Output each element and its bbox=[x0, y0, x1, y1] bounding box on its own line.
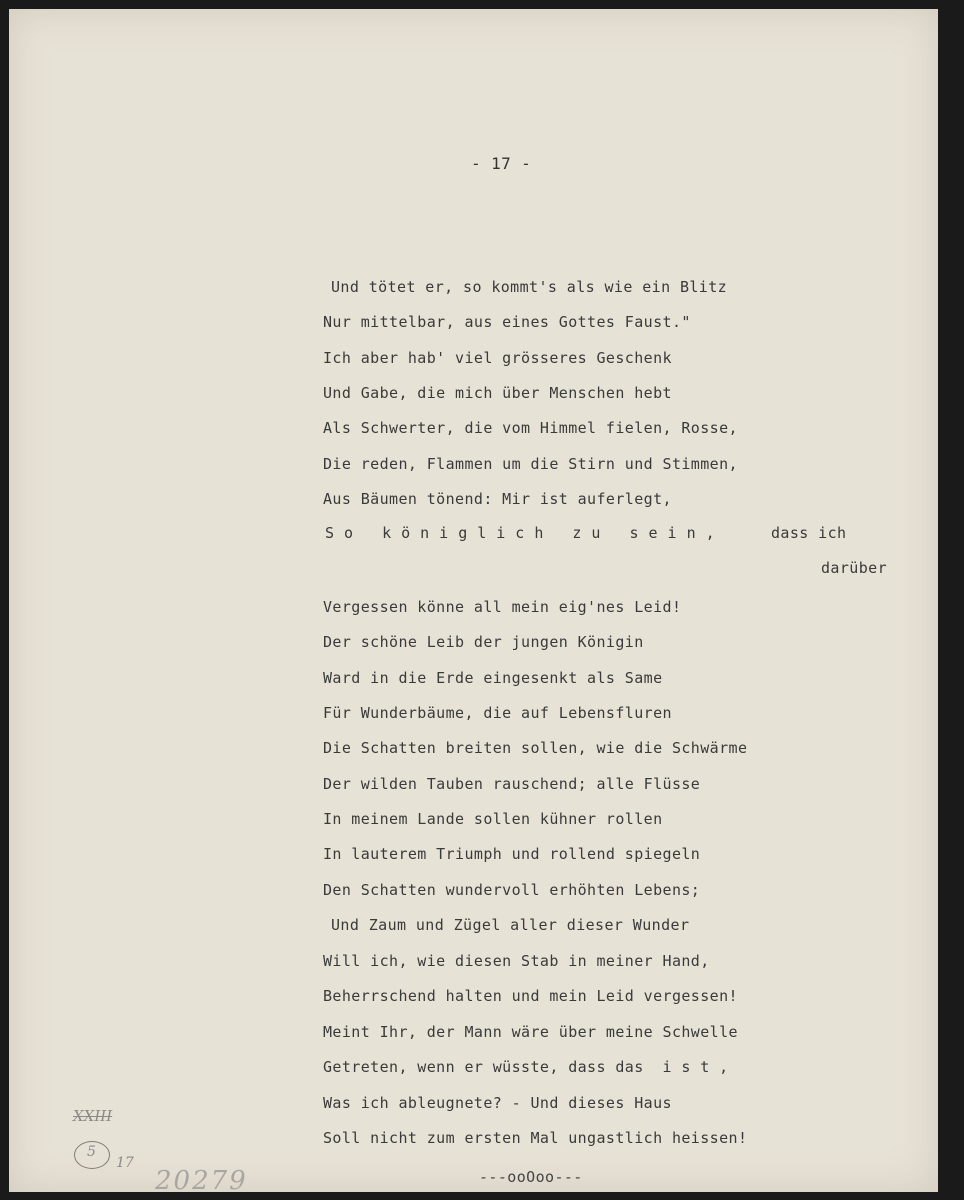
text-line: Der schöne Leib der jungen Königin bbox=[323, 633, 644, 651]
text-line: Will ich, wie diesen Stab in meiner Hand, bbox=[323, 952, 710, 970]
document-page bbox=[9, 9, 938, 1196]
archive-inventory-number: 20279 bbox=[155, 1166, 248, 1196]
archive-page-number: 17 bbox=[116, 1155, 134, 1171]
text-line: Getreten, wenn er wüsste, dass das i s t , bbox=[323, 1058, 729, 1076]
text-line: Die reden, Flammen um die Stirn und Stimmen, bbox=[323, 455, 738, 473]
text-line: Ich aber hab' viel grösseres Geschenk bbox=[323, 349, 672, 367]
text-line: Beherrschend halten und mein Leid vergessen! bbox=[323, 987, 738, 1005]
archive-roman-numeral: XXIII bbox=[73, 1107, 113, 1125]
text-line: Für Wunderbäume, die auf Lebensfluren bbox=[323, 704, 672, 722]
spaced-line-tail: dass ich bbox=[771, 524, 847, 542]
text-line: Soll nicht zum ersten Mal ungastlich heissen! bbox=[323, 1129, 748, 1147]
spaced-text-line: So königlich zu sein, bbox=[325, 524, 725, 542]
overflow-word: darüber bbox=[821, 559, 888, 577]
text-line: Den Schatten wundervoll erhöhten Lebens; bbox=[323, 881, 701, 899]
text-line: Die Schatten breiten sollen, wie die Schwärme bbox=[323, 739, 748, 757]
text-line: Und tötet er, so kommt's als wie ein Blitz bbox=[331, 278, 728, 296]
text-line: Was ich ableugnete? - Und dieses Haus bbox=[323, 1094, 672, 1112]
text-line: In meinem Lande sollen kühner rollen bbox=[323, 810, 663, 828]
text-line: Nur mittelbar, aus eines Gottes Faust." bbox=[323, 313, 691, 331]
end-mark: ---ooOoo--- bbox=[479, 1168, 583, 1186]
text-line: Als Schwerter, die vom Himmel fielen, Rosse, bbox=[323, 419, 738, 437]
text-line: Und Gabe, die mich über Menschen hebt bbox=[323, 384, 672, 402]
archive-circle-number: 5 bbox=[87, 1144, 96, 1160]
text-line: Aus Bäumen tönend: Mir ist auferlegt, bbox=[323, 490, 672, 508]
page-number: - 17 - bbox=[471, 154, 532, 173]
text-line: Vergessen könne all mein eig'nes Leid! bbox=[323, 598, 682, 616]
text-line: Ward in die Erde eingesenkt als Same bbox=[323, 669, 663, 687]
text-line: Meint Ihr, der Mann wäre über meine Schwelle bbox=[323, 1023, 738, 1041]
text-line: Der wilden Tauben rauschend; alle Flüsse bbox=[323, 775, 701, 793]
text-line: Und Zaum und Zügel aller dieser Wunder bbox=[331, 916, 690, 934]
text-line: In lauterem Triumph und rollend spiegeln bbox=[323, 845, 701, 863]
